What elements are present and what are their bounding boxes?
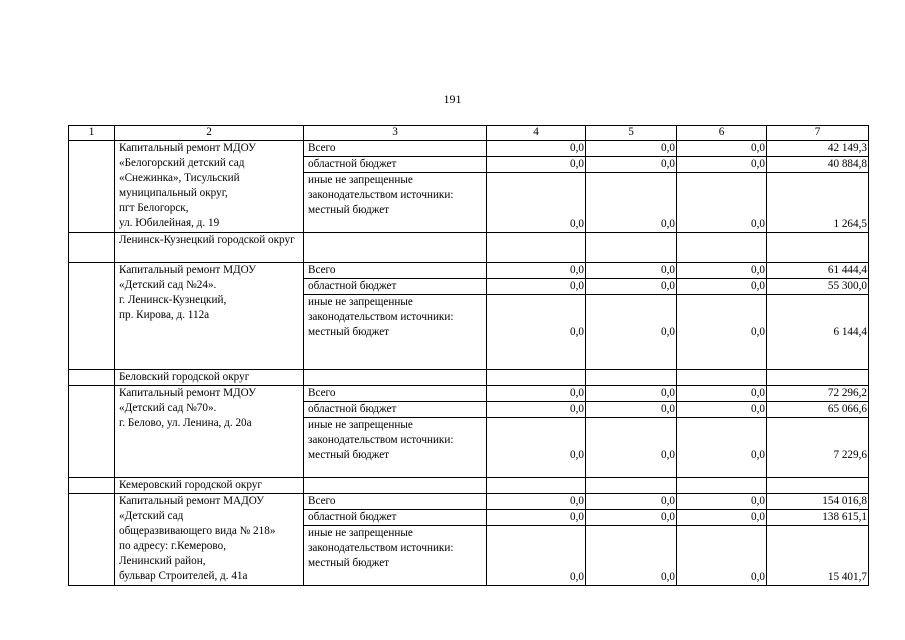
funding-source: иные не запрещенные законодательством источники: местный бюджет [304,173,487,233]
value-cell: 0,0 [586,141,677,157]
funding-source: областной бюджет [304,402,487,418]
funding-source: Всего [304,494,487,510]
row-number-cell [69,478,115,494]
value-cell: 0,0 [487,494,586,510]
section-heading: Ленинск-Кузнецкий городской округ [115,233,304,263]
header-row [69,126,869,141]
value-cell: 0,0 [586,402,677,418]
column-header: 1 [69,126,115,141]
value-cell: 0,0 [487,263,586,279]
funding-source: иные не запрещенные законодательством источники: местный бюджет [304,295,487,370]
value-cell: 1 264,5 [767,173,869,233]
value-cell: 55 300,0 [767,279,869,295]
table-row [69,141,869,157]
column-header: 5 [586,126,677,141]
value-cell: 0,0 [487,418,586,478]
value-cell: 0,0 [487,279,586,295]
value-cell: 0,0 [487,386,586,402]
column-header: 6 [677,126,767,141]
value-cell: 0,0 [677,418,767,478]
funding-source: областной бюджет [304,279,487,295]
value-cell: 0,0 [487,141,586,157]
table-row [69,263,869,279]
value-cell: 15 401,7 [767,526,869,586]
section-heading-row [69,370,869,386]
value-cell: 0,0 [586,173,677,233]
value-cell: 0,0 [586,526,677,586]
value-cell: 0,0 [586,295,677,370]
page-number: 191 [443,92,462,106]
value-cell: 0,0 [677,141,767,157]
row-number-cell [69,263,115,370]
section-heading-row [69,478,869,494]
value-cell: 42 149,3 [767,141,869,157]
value-cell: 0,0 [487,526,586,586]
funding-source: Всего [304,141,487,157]
value-cell: 0,0 [586,263,677,279]
value-cell: 0,0 [677,526,767,586]
value-cell: 0,0 [586,494,677,510]
value-cell: 0,0 [487,402,586,418]
value-cell: 138 615,1 [767,510,869,526]
value-cell: 0,0 [586,418,677,478]
funding-source: областной бюджет [304,510,487,526]
object-name: Капитальный ремонт МДОУ «Детский сад №70». г. Белово, ул. Ленина, д. 20а [115,386,304,478]
table-row [69,386,869,402]
value-cell: 0,0 [487,157,586,173]
funding-source: иные не запрещенные законодательством источники: местный бюджет [304,526,487,586]
value-cell: 0,0 [586,279,677,295]
value-cell: 6 144,4 [767,295,869,370]
row-number-cell [69,386,115,478]
row-number-cell [69,233,115,263]
funding-source: Всего [304,263,487,279]
value-cell: 0,0 [677,279,767,295]
value-cell: 40 884,8 [767,157,869,173]
section-heading: Кемеровский городской округ [115,478,304,494]
value-cell: 0,0 [487,510,586,526]
funding-source: Всего [304,386,487,402]
value-cell: 0,0 [677,386,767,402]
column-header: 3 [304,126,487,141]
value-cell: 0,0 [487,173,586,233]
value-cell: 0,0 [586,157,677,173]
value-cell: 0,0 [586,386,677,402]
section-heading: Беловский городской округ [115,370,304,386]
value-cell: 0,0 [677,510,767,526]
column-header: 7 [767,126,869,141]
column-header: 2 [115,126,304,141]
value-cell: 0,0 [586,510,677,526]
value-cell: 0,0 [677,173,767,233]
section-heading-row [69,233,869,263]
row-number-cell [69,370,115,386]
value-cell: 0,0 [677,402,767,418]
value-cell: 154 016,8 [767,494,869,510]
row-number-cell [69,494,115,586]
funding-source: областной бюджет [304,157,487,173]
value-cell: 65 066,6 [767,402,869,418]
value-cell: 0,0 [677,295,767,370]
object-name: Капитальный ремонт МАДОУ «Детский сад общеразвивающего вида № 218» по адресу: г.Кемерово, Ленинский район, бульвар Строителей, д. 41а [115,494,304,586]
value-cell: 72 296,2 [767,386,869,402]
value-cell: 7 229,6 [767,418,869,478]
object-name: Капитальный ремонт МДОУ «Белогорский детский сад «Снежинка», Тисульский муниципальный округ, пгт Белогорск, ул. Юбилейная, д. 19 [115,141,304,233]
value-cell: 0,0 [487,295,586,370]
object-name: Капитальный ремонт МДОУ «Детский сад №24». г. Ленинск-Кузнецкий, пр. Кирова, д. 112а [115,263,304,370]
value-cell: 61 444,4 [767,263,869,279]
value-cell: 0,0 [677,263,767,279]
value-cell: 0,0 [677,157,767,173]
funding-table [68,125,869,586]
funding-source: иные не запрещенные законодательством источники: местный бюджет [304,418,487,478]
value-cell: 0,0 [677,494,767,510]
table-row [69,494,869,510]
row-number-cell [69,141,115,233]
column-header: 4 [487,126,586,141]
